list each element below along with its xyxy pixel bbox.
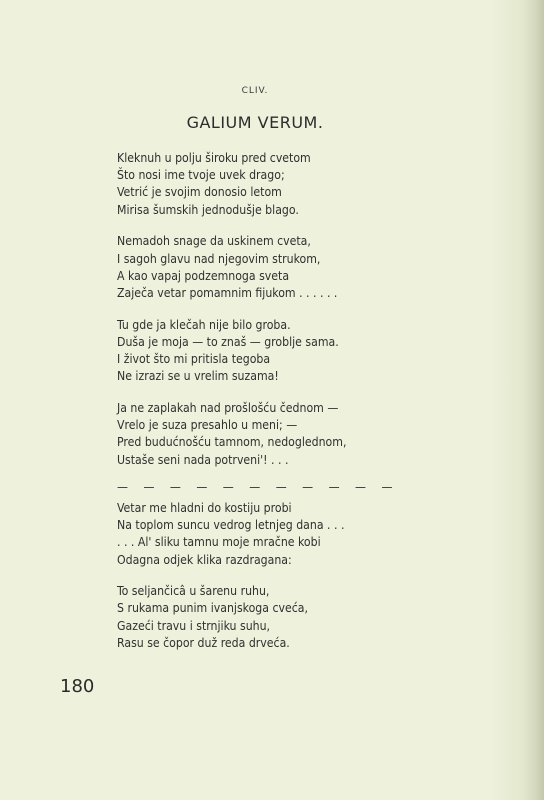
section-separator: — — — — — — — — — — — bbox=[117, 479, 399, 494]
poem-line: Ustaše seni nada potrveni'! . . . bbox=[117, 452, 289, 467]
poem-line: Duša je moja — to znaš — groblje sama. bbox=[117, 334, 339, 349]
poem-title: GALIUM VERUM. bbox=[186, 113, 324, 132]
poem-line: Gazeći travu i strnjiku suhu, bbox=[117, 618, 271, 633]
poem-line: Kleknuh u polju široku pred cvetom bbox=[117, 151, 311, 165]
poem-line: Što nosi ime tvoje uvek drago; bbox=[117, 168, 285, 183]
poem-line: To seljančicâ u šarenu ruhu, bbox=[117, 584, 270, 599]
poem-line: Nemadoh snage da uskinem cveta, bbox=[117, 234, 311, 249]
page-edge-shadow bbox=[522, 0, 544, 800]
poem-line: Ne izrazi se u vrelim suzama! bbox=[117, 369, 279, 384]
poem-body bbox=[117, 150, 407, 667]
poem-line: Mirisa šumskih jednodušje blago. bbox=[117, 202, 299, 217]
poem-line: Odagna odjek klika razdragana: bbox=[117, 552, 292, 567]
poem-line: Zaječa vetar pomamnim fijukom . . . . . . bbox=[117, 285, 338, 300]
page-number: 180 bbox=[60, 676, 95, 697]
poem-line: I život što mi pritisla tegoba bbox=[117, 352, 271, 367]
poem-line: Vetrić je svojim donosio letom bbox=[117, 185, 282, 200]
poem-line: . . . Al' sliku tamnu moje mračne kobi bbox=[117, 535, 321, 550]
stanza-4 bbox=[117, 400, 407, 469]
poem-line: Ja ne zaplakah nad prošlošću čednom — bbox=[117, 400, 339, 415]
poem-line: Vrelo je suza presahlo u meni; — bbox=[117, 418, 298, 433]
poem-line: I sagoh glavu nad njegovim strukom, bbox=[117, 251, 321, 266]
stanza-1 bbox=[117, 150, 407, 219]
poem-line: Tu gde ja klečah nije bilo groba. bbox=[117, 317, 291, 332]
stanza-6 bbox=[117, 583, 407, 652]
stanza-5 bbox=[117, 500, 407, 569]
poem-line: A kao vapaj podzemnoga sveta bbox=[117, 268, 290, 283]
stanza-3 bbox=[117, 317, 407, 386]
poem-line: Vetar me hladni do kostiju probi bbox=[117, 500, 292, 515]
poem-line: Rasu se čopor duž reda drveća. bbox=[117, 635, 290, 650]
poem-line: Na toplom suncu vedrog letnjeg dana . . . bbox=[117, 518, 345, 533]
poem-line: S rukama punim ivanjskoga cveća, bbox=[117, 601, 308, 616]
stanza-2 bbox=[117, 233, 407, 302]
poem-line: Pred budućnošću tamnom, nedoglednom, bbox=[117, 435, 347, 450]
section-number: CLIV. bbox=[241, 86, 269, 96]
